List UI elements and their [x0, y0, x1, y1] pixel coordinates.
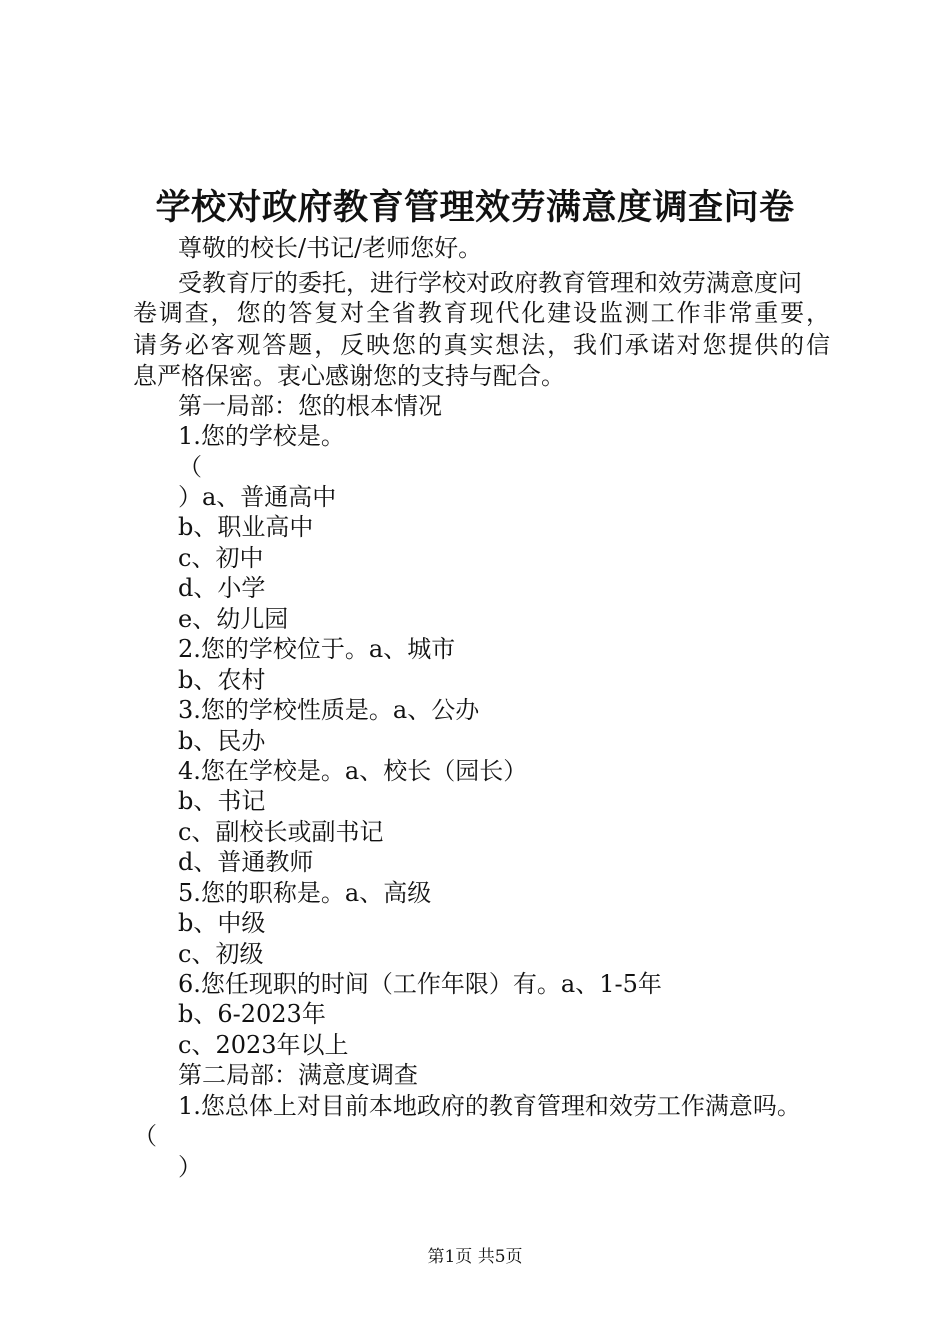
part1-line: c、初级 [178, 940, 264, 968]
document-title: 学校对政府教育管理效劳满意度调查问卷 [155, 187, 795, 228]
part1-line: 4.您在学校是。a、校长（园长） [178, 757, 528, 785]
part1-line: b、农村 [178, 666, 266, 694]
part2-question-1: 1.您总体上对目前本地政府的教育管理和效劳工作满意吗。 [178, 1092, 801, 1120]
greeting: 尊敬的校长/书记/老师您好。 [178, 234, 483, 262]
part1-line: 5.您的职称是。a、高级 [178, 879, 432, 907]
answer-open-paren: （ [133, 1122, 157, 1150]
part1-line: b、中级 [178, 909, 266, 937]
part1-line: b、书记 [178, 787, 266, 815]
part1-line: b、民办 [178, 727, 266, 755]
part1-line: c、副校长或副书记 [178, 818, 384, 846]
intro-line-2: 卷调查，您的答复对全省教育现代化建设监测工作非常重要， [133, 299, 830, 327]
part1-line: c、初中 [178, 544, 264, 572]
part2-heading: 第二局部：满意度调查 [178, 1061, 418, 1089]
part1-line: 3.您的学校性质是。a、公办 [178, 696, 480, 724]
part1-line: 2.您的学校位于。a、城市 [178, 635, 456, 663]
part1-line: ）a、普通高中 [178, 483, 337, 511]
part1-line: c、2023年以上 [178, 1031, 349, 1059]
part1-line: d、普通教师 [178, 848, 314, 876]
part1-line: b、6-2023年 [178, 1000, 326, 1028]
part1-line: 6.您任现职的时间（工作年限）有。a、1-5年 [178, 970, 662, 998]
intro-line-1: 受教育厅的委托，进行学校对政府教育管理和效劳满意度问 [178, 269, 802, 297]
intro-line-3: 请务必客观答题，反映您的真实想法，我们承诺对您提供的信 [133, 331, 830, 359]
part1-line: b、职业高中 [178, 513, 314, 541]
part1-line: d、小学 [178, 574, 266, 602]
answer-close-paren: ） [178, 1153, 202, 1181]
part1-heading: 第一局部：您的根本情况 [178, 392, 442, 420]
part1-line: （ [178, 453, 202, 481]
part1-line: 1.您的学校是。 [178, 422, 345, 450]
part1-line: e、幼儿园 [178, 605, 289, 633]
intro-line-4: 息严格保密。衷心感谢您的支持与配合。 [133, 362, 565, 390]
page-footer: 第1页 共5页 [427, 1247, 523, 1267]
